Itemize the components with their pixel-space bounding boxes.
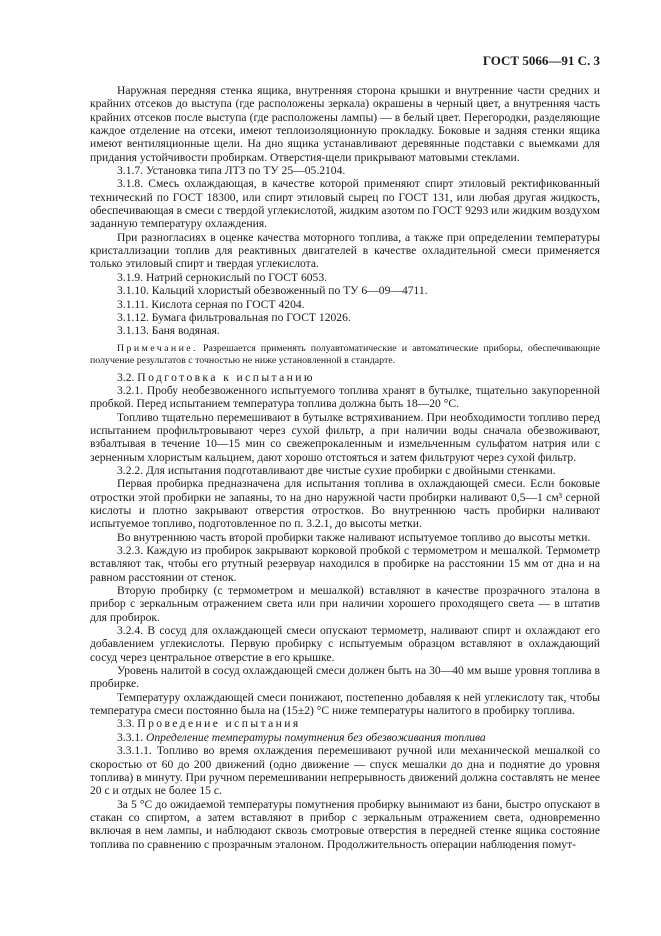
paragraph: Наружная передняя стенка ящика, внутренняя сторона крышки и внутренние части средних и крайних отсеков до выступа (где расположены зеркала) окрашены в черный цвет, а внутренняя часть крайних отсеков после выступа (где расположены лампы) — в белый цвет. Перегородки, разделяющие каждое отделение на отсеки, имеют теплоизоляционную прокладку. Боковые и задняя стенки ящика имеют вентиляционные щели. На дно ящика устанавливают деревянные подставки с выемками для придания устойчивости пробиркам. Отверстия-щели прикрывают матовыми стеклами. [90,84,600,164]
paragraph: Во внутреннюю часть второй пробирки также наливают испытуемое топливо до высоты метки. [117,530,591,544]
section-number: 3.2. [117,370,135,384]
section-heading [90,371,600,384]
note-label: Примечание. [117,342,198,354]
paragraph: 3.2.1. Пробу необезвоженного испытуемого топлива хранят в бутылке, тщательно закупоренной пробкой. Перед испытанием температура топлива должна быть 18—20 °С. [90,383,600,411]
note-text: Разрешается применять полуавтоматические и автоматические приборы, обеспечивающие получение результатов с точностью не ниже установленной в стандарте. [90,342,600,366]
section-title: Проведение испытания [137,717,301,731]
paragraph: 3.1.12. Бумага фильтровальная по ГОСТ 12026. [117,310,351,324]
paragraph: 3.2.3. Каждую из пробирок закрывают корковой пробкой с термометром и мешалкой. Термометр вставляют так, чтобы его ртутный резервуар находился в пробирке на расстоянии 15 мм от дна и на равном расстоянии от стенок. [90,544,600,584]
paragraph: 3.1.8. Смесь охлаждающая, в качестве которой применяют спирт этиловый ректификованный технический по ГОСТ 18300, или спирт этиловый сырец по ГОСТ 131, или любая другая жидкость, обеспечивающая в смеси с твердой углекислотой, жидким азотом по ГОСТ 9293 или жидким воздухом заданную температуру охлаждения. [90,177,600,231]
section-title: Подготовка к испытанию [137,370,315,384]
paragraph: Вторую пробирку (с термометром и мешалкой) вставляют в качестве прозрачного эталона в прибор с зеркальным отражением света или при наличии хорошего проходящего света — в штатив для пробирок. [90,584,600,624]
subsection-title: Определение температуры помутнения без обезвоживания топлива [146,730,486,744]
paragraph: При разногласиях в оценке качества моторного топлива, а также при определении температуры кристаллизации топлив для реактивных двигателей в качестве охладительной смеси применяется только этиловый спирт и твердая углекислота. [90,230,600,271]
paragraph: 3.1.13. Баня водяная. [117,324,220,338]
paragraph: 3.3.1.1. Топливо во время охлаждения перемешивают ручной или механической мешалкой со скоростью от 60 до 200 движений (одно движение — спуск мешалки до дна и поднятие до уровня топлива) в минуту. При ручном перемешивании непрерывность движений должна составлять не менее 20 с и отдых не более 15 с. [90,744,600,798]
subsection-heading [90,731,600,744]
paragraph: 3.1.9. Натрий сернокислый по ГОСТ 6053. [117,270,328,284]
section-heading [90,717,600,730]
paragraph: Температуру охлаждающей смеси понижают, постепенно добавляя к ней углекислоту так, чтобы температура смеси постоянно была на (15±2) °С ниже температуры налитого в пробирку топлива. [90,690,600,718]
document-body [90,84,600,851]
paragraph: 3.1.10. Кальций хлористый обезвоженный по ТУ 6—09—4711. [117,284,428,298]
paragraph: Топливо тщательно перемешивают в бутылке встряхиванием. При необходимости топливо перед испытанием профильтровывают через сухой фильтр, а при наличии воды сначала обезвоживают, взбалтывая в течение 10—15 мин со свежепрокаленным и измельченным сульфатом натрия или с зерненным хлористым кальцием, дают хорошо отстояться и затем фильтруют через сухой фильтр. [90,410,600,464]
paragraph: 3.1.7. Установка типа ЛТЗ по ТУ 25—05.2104. [117,164,346,178]
page-header: ГОСТ 5066—91 С. 3 [482,53,600,68]
paragraph: 3.2.4. В сосуд для охлаждающей смеси опускают термометр, наливают спирт и охлаждают его добавлением углекислоты. Первую пробирку с испытуемым образцом вставляют в охлаждающий сосуд через центральное отверстие в его крышке. [90,624,600,664]
paragraph: 3.2.2. Для испытания подготавливают две чистые сухие пробирки с двойными стенками. [117,463,556,477]
paragraph: Уровень налитой в сосуд охлаждающей смеси должен быть на 30—40 мм выше уровня топлива в пробирке. [90,664,600,691]
paragraph: Первая пробирка предназначена для испытания топлива в охлаждающей смеси. Если боковые отростки этой пробирки не запаяны, то на дно наружной части пробирки наливают 0,5—1 см³ серной кислоты и плотно закрывают отверстия отростков. Во внутреннюю часть пробирки наливают испытуемое топливо, подготовленное по п. 3.2.1, до высоты метки. [90,477,600,531]
note [90,343,600,367]
paragraph: За 5 °С до ожидаемой температуры помутнения пробирку вынимают из бани, быстро опускают в стакан со спиртом, а затем вставляют в прибор с зеркальным отражением света, одновременно включая в нем лампы, и наблюдают сквозь смотровые отверстия в передней стенке ящика состояние топлива по сравнению с прозрачным эталоном. Продолжительность операции наблюдения помут- [90,797,600,851]
section-number: 3.3. [117,717,135,731]
paragraph: 3.1.11. Кислота серная по ГОСТ 4204. [117,297,305,311]
subsection-number: 3.3.1. [117,730,144,744]
